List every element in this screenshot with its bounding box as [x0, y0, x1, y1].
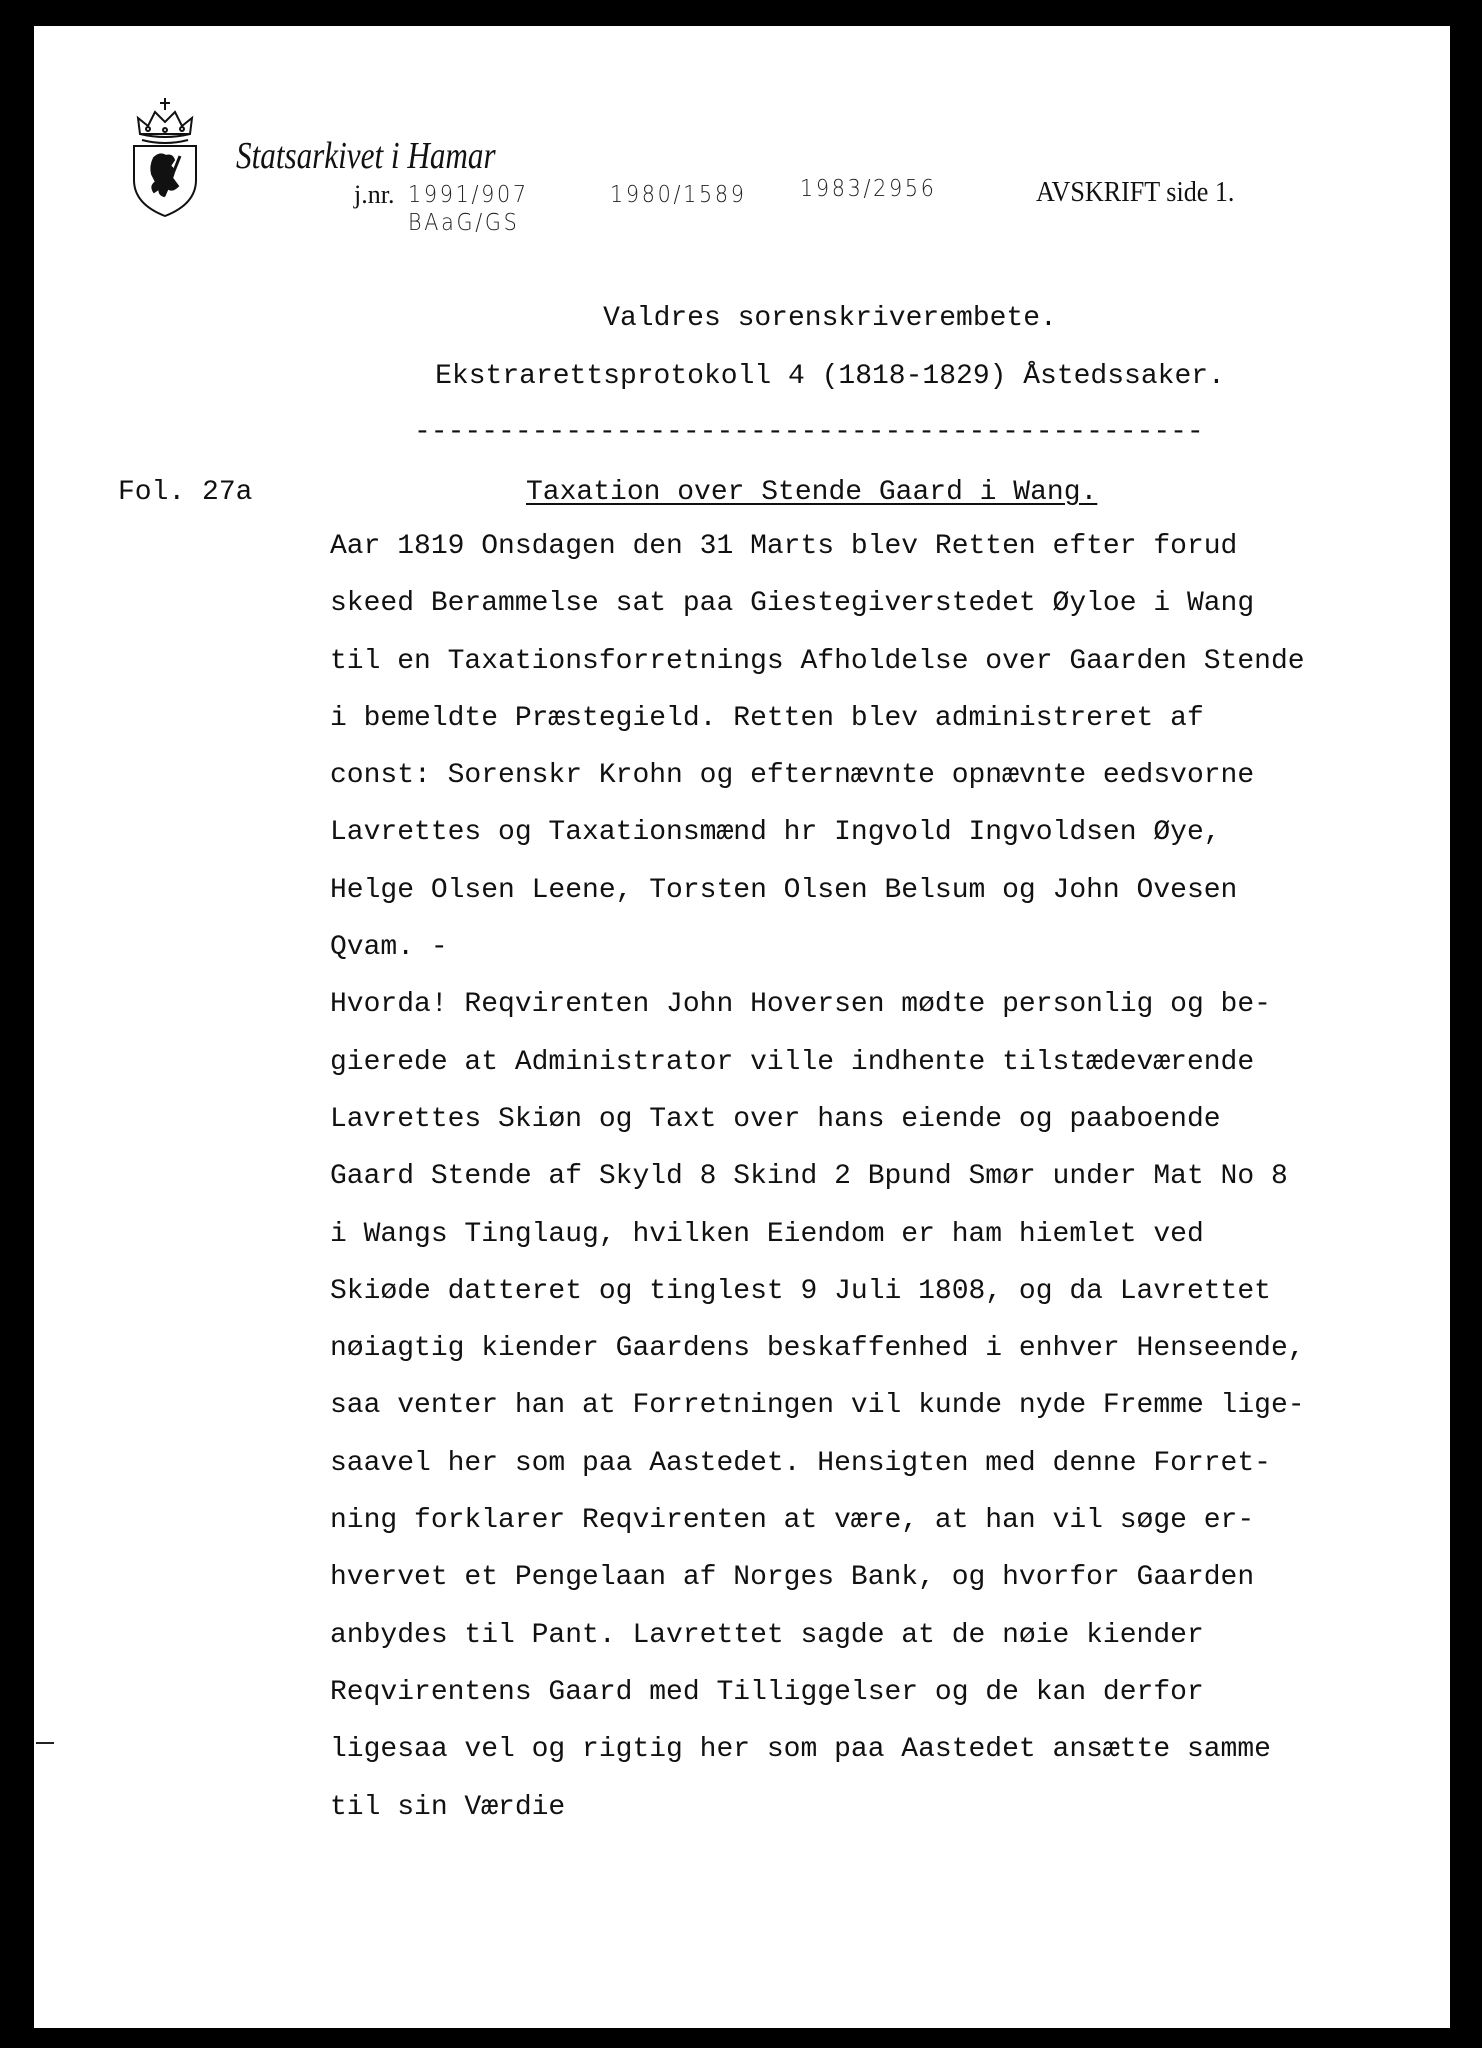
section-heading: Taxation over Stende Gaard i Wang. — [526, 477, 1098, 508]
text-line: i Wangs Tinglaug, hvilken Eiendom er ham hiemlet ved — [330, 1218, 1204, 1250]
text-line: saavel her som paa Aastedet. Hensigten med denne Forret- — [330, 1447, 1271, 1479]
text-line: Qvam. - — [330, 932, 448, 964]
text-line: ligesaa vel og rigtig her som paa Aastedet ansætte samme — [330, 1734, 1271, 1766]
text-line: Hvorda! Reqvirenten John Hoversen mødte personlig og be- — [330, 989, 1271, 1021]
text-line: anbydes til Pant. Lavrettet sagde at de nøie kiender — [330, 1619, 1204, 1651]
text-line: nøiagtig kiender Gaardens beskaffenhed i enhver Henseende, — [330, 1333, 1305, 1365]
office-title: Valdres sorenskriverembete. — [603, 303, 1057, 334]
norwegian-coat-of-arms-icon — [128, 96, 202, 220]
journal-number-label: j.nr. — [354, 180, 395, 209]
text-line: skeed Berammelse sat paa Giestegiverstedet Øyloe i Wang — [330, 588, 1255, 620]
text-line: Helge Olsen Leene, Torsten Olsen Belsum og John Ovesen — [330, 874, 1238, 906]
transcript-page-label: AVSKRIFT side 1. — [1036, 176, 1235, 208]
divider-rule: ----------------------------------------------- — [414, 417, 1204, 448]
text-line: til sin Værdie — [330, 1791, 566, 1823]
text-line: gierede at Administrator ville indhente tilstædeværende — [330, 1046, 1255, 1078]
folio-reference: Fol. 27a — [118, 477, 253, 508]
archive-name: Statsarkivet i Hamar — [236, 135, 496, 177]
reference-number-1: 1991/907 — [408, 182, 529, 208]
text-line: const: Sorenskr Krohn og efternævnte opnævnte eedsvorne — [330, 760, 1255, 792]
text-line: til en Taxationsforretnings Afholdelse over Gaarden Stende — [330, 645, 1305, 677]
margin-mark — [36, 1742, 54, 1744]
reference-number-3: 1983/2956 — [800, 176, 937, 202]
text-line: hvervet et Pengelaan af Norges Bank, og hvorfor Gaarden — [330, 1562, 1255, 1594]
text-line: Gaard Stende af Skyld 8 Skind 2 Bpund Smør under Mat No 8 — [330, 1161, 1288, 1193]
reference-number-1-sub: BAaG/GS — [408, 210, 520, 236]
protocol-title: Ekstrarettsprotokoll 4 (1818-1829) Åstedssaker. — [435, 361, 1225, 392]
text-line: i bemeldte Præstegield. Retten blev administreret af — [330, 702, 1204, 734]
reference-number-2: 1980/1589 — [610, 182, 747, 208]
text-line: Aar 1819 Onsdagen den 31 Marts blev Retten efter forud — [330, 531, 1238, 562]
text-line: Lavrettes Skiøn og Taxt over hans eiende og paaboende — [330, 1103, 1221, 1135]
text-line: Lavrettes og Taxationsmænd hr Ingvold Ingvoldsen Øye, — [330, 817, 1221, 849]
text-line: ning forklarer Reqvirenten at være, at han vil søge er- — [330, 1505, 1255, 1537]
text-line: Skiøde datteret og tinglest 9 Juli 1808, og da Lavrettet — [330, 1275, 1271, 1307]
transcript-body — [330, 530, 1305, 1848]
text-line: saa venter han at Forretningen vil kunde nyde Fremme lige- — [330, 1390, 1305, 1422]
text-line: Reqvirentens Gaard med Tilliggelser og de kan derfor — [330, 1676, 1204, 1708]
